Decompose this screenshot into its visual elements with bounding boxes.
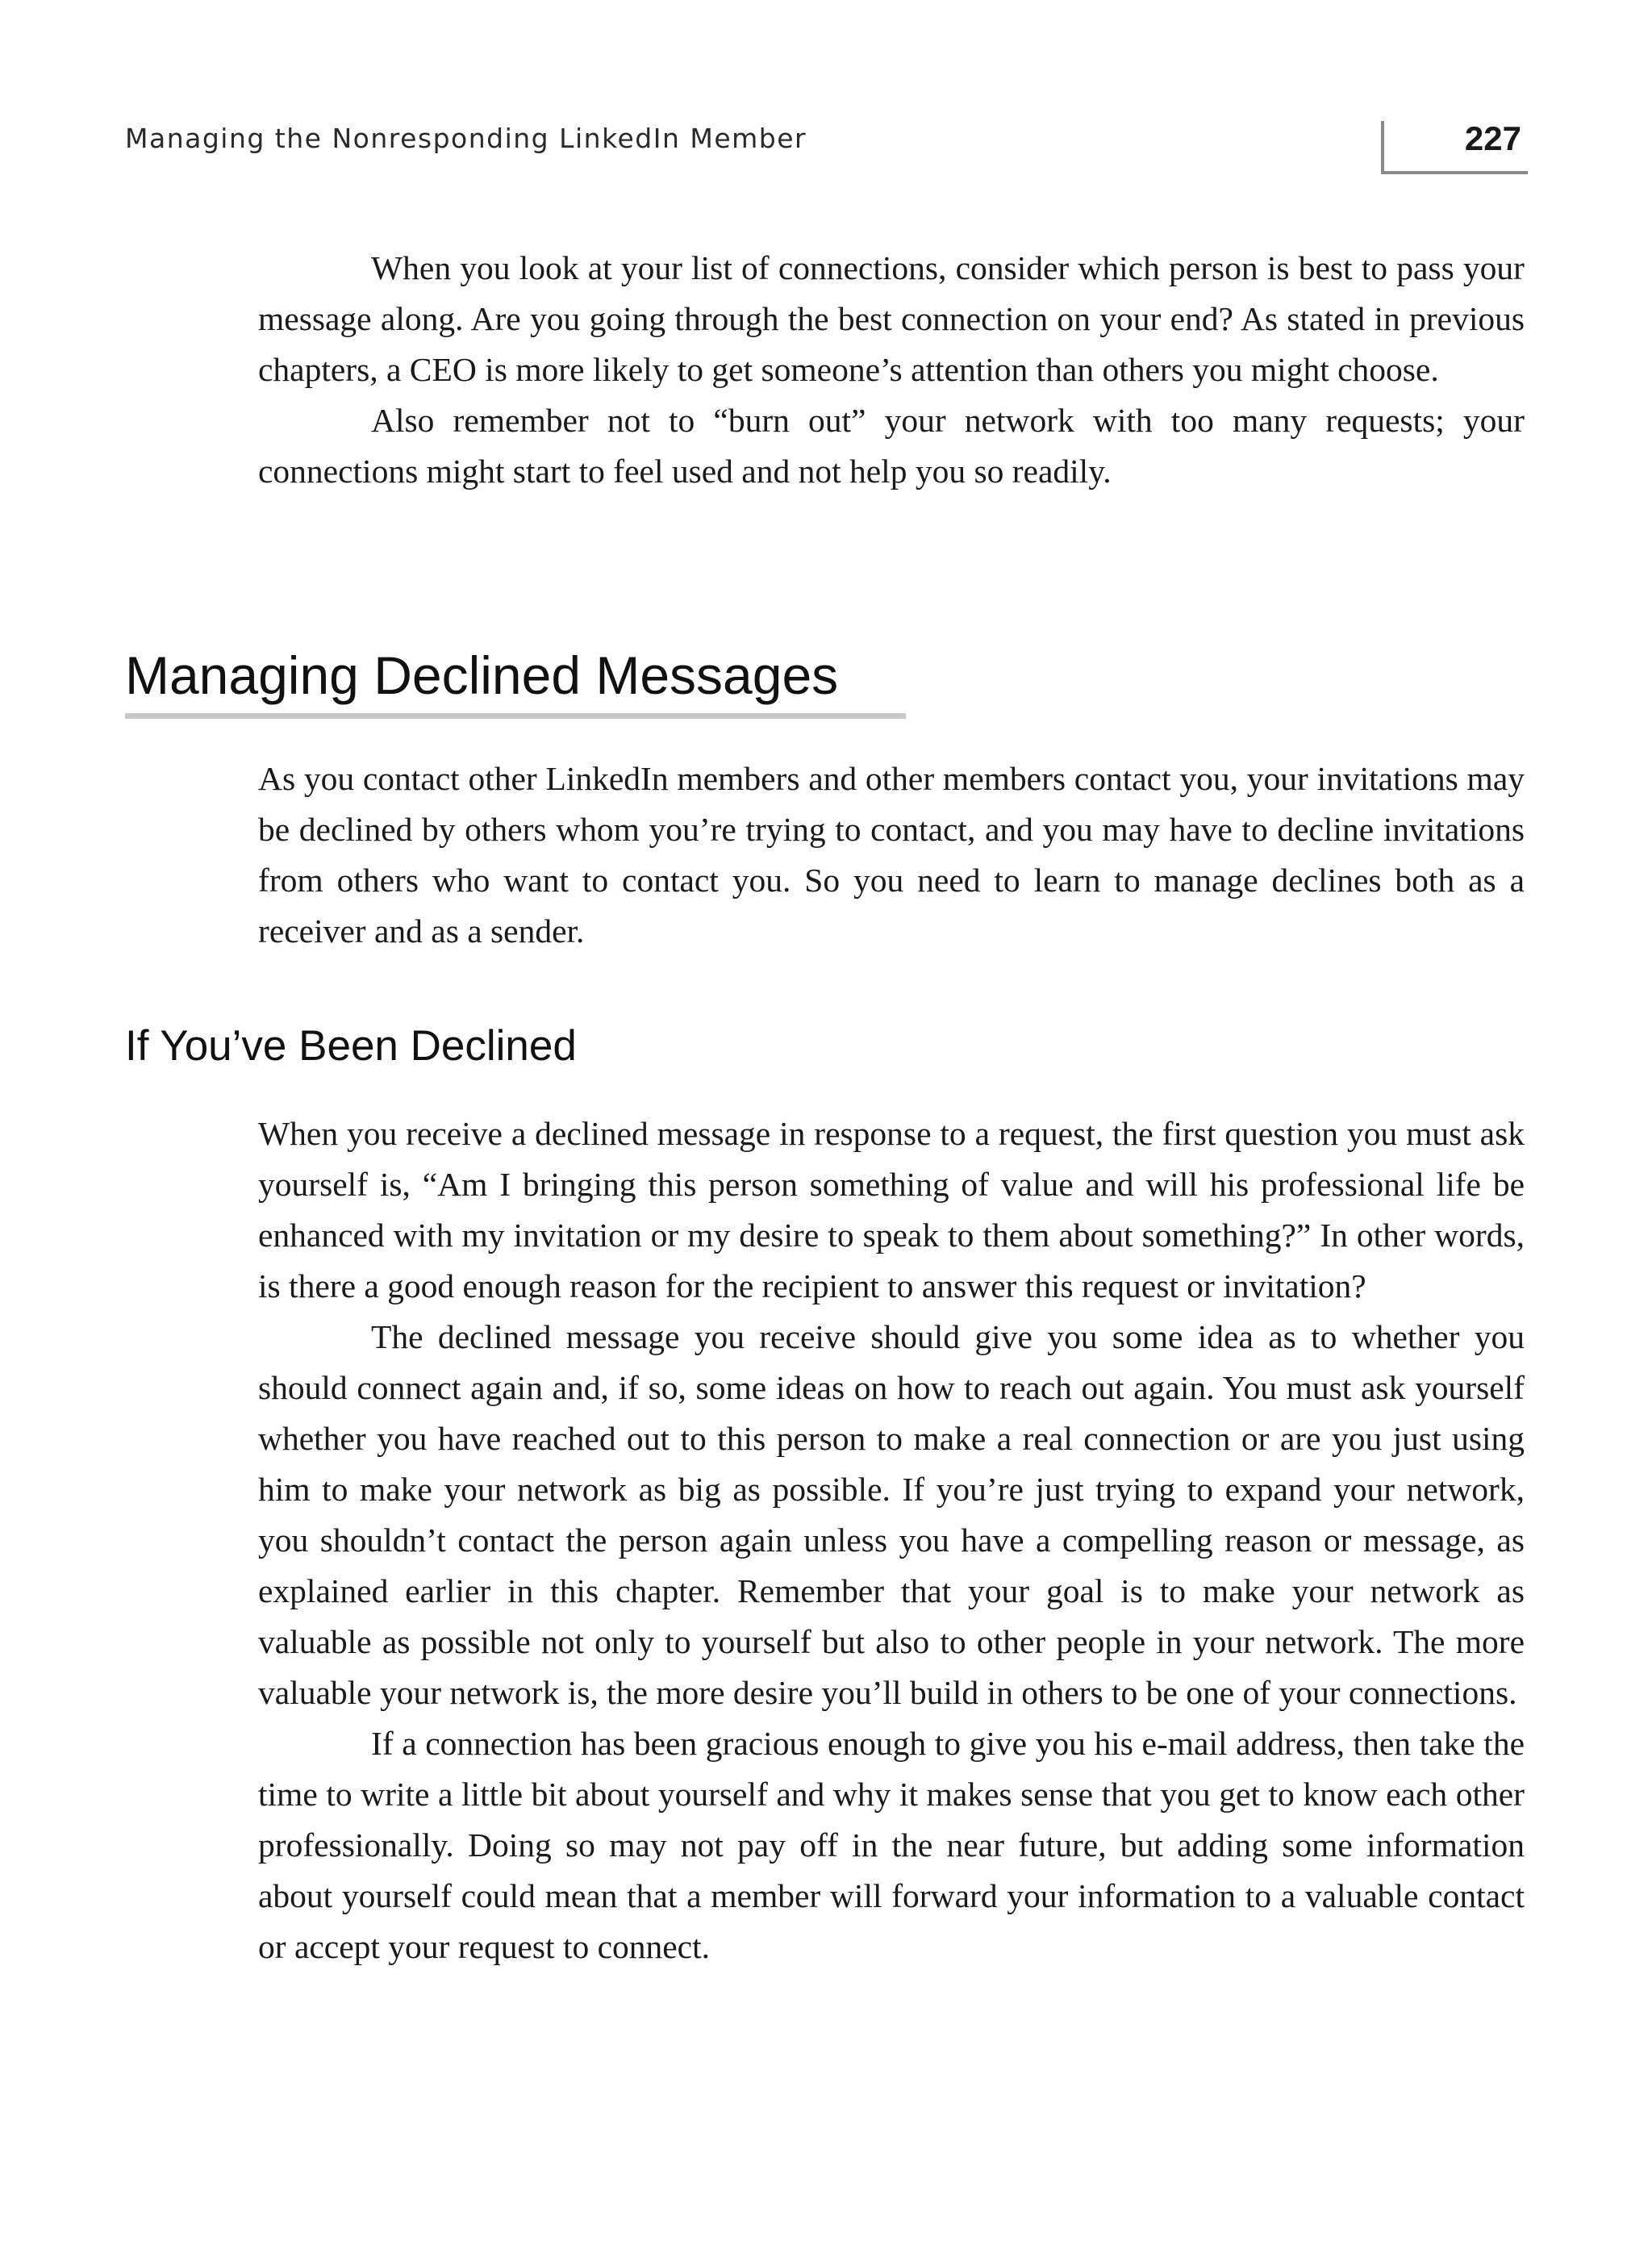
page-number-box bbox=[1381, 121, 1528, 174]
intro-text-block bbox=[258, 243, 1525, 497]
declined-messages-paragraph: As you contact other LinkedIn members and other members contact you, your invitations may be declined by others whom you’re trying to contact, and you may have to decline invitations from others who want to contact you. So you need to learn to manage declines both as a receiver and as a sender. bbox=[258, 760, 1525, 950]
been-declined-paragraph-2: The declined message you receive should give you some idea as to whether you should connect again and, if so, some ideas on how to reach out again. You must ask yourself whether you have reached out to this person to make a real connection or are you just using him to make your network as big as possible. If you’re just trying to expand your network, you shouldn’t contact the person again unless you have a compelling reason or message, as explained earlier in this chapter. Remember that your goal is to make your network as valuable as possible not only to yourself but also to other people in your network. The more valuable your network is, the more desire you’ll build in others to be one of your connections. bbox=[258, 1318, 1525, 1711]
page-number: 227 bbox=[1464, 119, 1521, 157]
been-declined-text-block bbox=[258, 1108, 1525, 1972]
section-heading: Managing Declined Messages bbox=[125, 639, 906, 719]
been-declined-paragraph-3: If a connection has been gracious enough to give you his e-mail address, then take the time to write a little bit about yourself and why it makes sense that you get to know each other professionally. Doing so may not pay off in the near future, but adding some information about yourself could mean that a member will forward your information to a valuable contact or accept your request to connect. bbox=[258, 1725, 1525, 1965]
running-head: Managing the Nonresponding LinkedIn Member bbox=[125, 123, 807, 154]
subsection-heading: If You’ve Been Declined bbox=[125, 1022, 577, 1070]
intro-paragraph-2: Also remember not to “burn out” your network with too many requests; your connections might start to feel used and not help you so readily. bbox=[258, 402, 1525, 490]
intro-paragraph-1: When you look at your list of connections, consider which person is best to pass your message along. Are you going through the best connection on your end? As stated in previous chapters, a CEO is more likely to get someone’s attention than others you might choose. bbox=[258, 249, 1525, 388]
declined-messages-text-block bbox=[258, 753, 1525, 957]
been-declined-paragraph-1: When you receive a declined message in response to a request, the first question you must ask yourself is, “Am I bringing this person something of value and will his professional life be enhanced with my invitation or my desire to speak to them about something?” In other words, is there a good enough reason for the recipient to answer this request or invitation? bbox=[258, 1115, 1525, 1304]
